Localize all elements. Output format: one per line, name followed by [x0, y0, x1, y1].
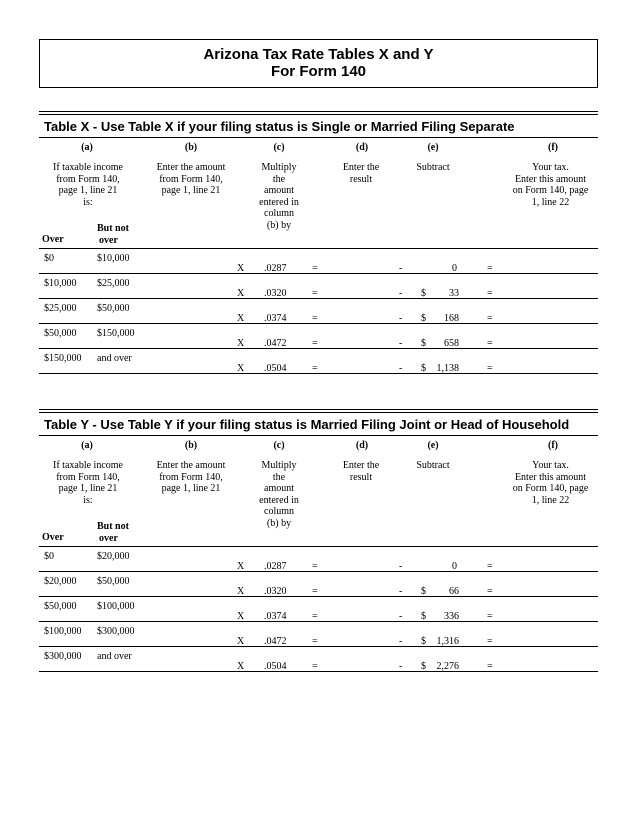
column-letter-f: (f)	[548, 440, 558, 451]
equals-sign: =	[487, 561, 493, 572]
description-line: Enter the amount	[156, 162, 226, 173]
over-amount: $0	[44, 551, 54, 562]
description-line: result	[349, 471, 373, 483]
description-line: column	[264, 208, 294, 219]
description-line: entered in	[259, 494, 299, 506]
header-over: Over	[42, 532, 64, 543]
header-line: over	[99, 234, 118, 246]
but-not-over-amount: $20,000	[97, 551, 130, 562]
description-line: amount	[264, 185, 294, 196]
multiply-sign: X	[237, 338, 245, 349]
description-e	[408, 162, 458, 174]
column-letter-f: (f)	[548, 142, 558, 153]
equals-sign: =	[312, 263, 318, 274]
dollar-sign: $	[421, 661, 426, 672]
table-y	[39, 409, 598, 672]
description-line: 1, line 22	[531, 196, 570, 208]
description-a	[41, 162, 135, 208]
over-amount: $20,000	[44, 576, 77, 587]
tax-rate: .0320	[264, 288, 287, 299]
over-amount: $150,000	[44, 353, 82, 364]
column-letter-a: (a)	[81, 440, 93, 451]
description-line: Enter this amount	[514, 471, 587, 483]
description-line: amount	[264, 483, 294, 494]
description-b	[145, 460, 237, 495]
header-line: over	[99, 532, 118, 544]
but-not-over-amount: $25,000	[97, 278, 130, 289]
column-letter-a: (a)	[81, 142, 93, 153]
description-line: from Form 140,	[159, 173, 223, 185]
description-e	[408, 460, 458, 472]
document-subtitle: For Form 140	[270, 63, 367, 80]
equals-sign: =	[312, 363, 318, 374]
header-line: But not	[97, 521, 129, 532]
over-amount: $10,000	[44, 278, 77, 289]
multiply-sign: X	[237, 363, 245, 374]
table-row	[39, 248, 598, 273]
equals-sign: =	[487, 586, 493, 597]
tax-rate: .0374	[264, 313, 287, 324]
minus-sign: -	[399, 561, 403, 572]
tax-rate: .0472	[264, 636, 287, 647]
description-line: Subtract	[416, 162, 450, 173]
column-letter-c: (c)	[273, 142, 285, 153]
description-line: is:	[83, 196, 93, 208]
table-title: Table Y - Use Table Y if your filing status is Married Filing Joint or Head of Household	[44, 417, 570, 432]
table-row	[39, 298, 598, 323]
tax-rate: .0320	[264, 586, 287, 597]
over-amount: $50,000	[44, 328, 77, 339]
table-row	[39, 323, 598, 348]
description-d	[321, 460, 401, 483]
equals-sign: =	[312, 636, 318, 647]
dollar-sign: $	[421, 313, 426, 324]
tax-rate: .0374	[264, 611, 287, 622]
description-c	[249, 460, 309, 529]
subtract-amount: 168	[444, 313, 459, 324]
multiply-sign: X	[237, 586, 245, 597]
description-line: Your tax.	[532, 162, 569, 173]
table-row	[39, 571, 598, 596]
header-line: But not	[97, 223, 129, 234]
column-letters	[39, 436, 598, 454]
description-line: Enter the amount	[156, 460, 226, 471]
column-letter-b: (b)	[184, 440, 198, 451]
document-title-box	[39, 39, 598, 88]
header-but-not-over	[97, 521, 129, 544]
multiply-sign: X	[237, 636, 245, 647]
over-amount: $100,000	[44, 626, 82, 637]
tax-rate: .0472	[264, 338, 287, 349]
equals-sign: =	[312, 586, 318, 597]
dollar-sign: $	[421, 288, 426, 299]
description-line: the	[272, 173, 286, 185]
equals-sign: =	[487, 313, 493, 324]
equals-sign: =	[487, 611, 493, 622]
minus-sign: -	[399, 611, 403, 622]
minus-sign: -	[399, 661, 403, 672]
but-not-over-amount: $300,000	[97, 626, 135, 637]
column-descriptions	[39, 454, 598, 546]
description-line: column	[264, 506, 294, 517]
table-row	[39, 621, 598, 646]
document-title: Arizona Tax Rate Tables X and Y	[203, 46, 434, 63]
tax-rate: .0287	[264, 561, 287, 572]
subtract-amount: 1,316	[436, 636, 459, 647]
dollar-sign: $	[421, 586, 426, 597]
description-line: Enter the	[342, 162, 380, 173]
description-line: Subtract	[416, 460, 450, 471]
minus-sign: -	[399, 636, 403, 647]
description-line: entered in	[259, 196, 299, 208]
dollar-sign: $	[421, 636, 426, 647]
but-not-over-amount: and over	[97, 353, 132, 364]
table-row	[39, 273, 598, 298]
equals-sign: =	[487, 661, 493, 672]
column-letter-c: (c)	[273, 440, 285, 451]
equals-sign: =	[487, 363, 493, 374]
minus-sign: -	[399, 338, 403, 349]
tax-rate: .0287	[264, 263, 287, 274]
description-line: on Form 140, page	[512, 185, 589, 196]
description-b	[145, 162, 237, 197]
equals-sign: =	[487, 636, 493, 647]
equals-sign: =	[487, 263, 493, 274]
column-letter-b: (b)	[184, 142, 198, 153]
equals-sign: =	[312, 661, 318, 672]
description-line: result	[349, 173, 373, 185]
minus-sign: -	[399, 313, 403, 324]
but-not-over-amount: $10,000	[97, 253, 130, 264]
multiply-sign: X	[237, 661, 245, 672]
equals-sign: =	[312, 611, 318, 622]
but-not-over-amount: $100,000	[97, 601, 135, 612]
subtract-amount: 0	[452, 263, 457, 274]
equals-sign: =	[312, 313, 318, 324]
but-not-over-amount: and over	[97, 651, 132, 662]
minus-sign: -	[399, 288, 403, 299]
subtract-amount: 66	[449, 586, 459, 597]
description-line: is:	[83, 494, 93, 506]
but-not-over-amount: $150,000	[97, 328, 135, 339]
description-c	[249, 162, 309, 231]
description-line: page 1, line 21	[58, 185, 118, 196]
description-line: (b) by	[266, 517, 292, 529]
table-row	[39, 546, 598, 571]
equals-sign: =	[487, 288, 493, 299]
column-letter-d: (d)	[355, 142, 369, 153]
description-line: (b) by	[266, 219, 292, 231]
table-x	[39, 111, 598, 374]
over-amount: $300,000	[44, 651, 82, 662]
dollar-sign: $	[421, 338, 426, 349]
description-line: page 1, line 21	[161, 185, 221, 196]
table-row	[39, 596, 598, 621]
column-letter-e: (e)	[427, 142, 439, 153]
description-line: If taxable income	[53, 162, 123, 173]
description-line: from Form 140,	[56, 471, 120, 483]
header-over: Over	[42, 234, 64, 245]
description-f	[503, 162, 598, 208]
subtract-amount: 1,138	[436, 363, 459, 374]
multiply-sign: X	[237, 561, 245, 572]
description-line: page 1, line 21	[161, 483, 221, 494]
multiply-sign: X	[237, 611, 245, 622]
subtract-amount: 0	[452, 561, 457, 572]
table-row	[39, 348, 598, 374]
equals-sign: =	[312, 338, 318, 349]
tax-rate: .0504	[264, 363, 287, 374]
equals-sign: =	[487, 338, 493, 349]
description-line: 1, line 22	[531, 494, 570, 506]
description-line: page 1, line 21	[58, 483, 118, 494]
subtract-amount: 658	[444, 338, 459, 349]
multiply-sign: X	[237, 313, 245, 324]
subtract-amount: 2,276	[436, 661, 459, 672]
description-line: from Form 140,	[159, 471, 223, 483]
minus-sign: -	[399, 363, 403, 374]
minus-sign: -	[399, 263, 403, 274]
equals-sign: =	[312, 288, 318, 299]
column-letter-d: (d)	[355, 440, 369, 451]
description-line: Your tax.	[532, 460, 569, 471]
tax-rate: .0504	[264, 661, 287, 672]
description-line: from Form 140,	[56, 173, 120, 185]
but-not-over-amount: $50,000	[97, 576, 130, 587]
description-line: Enter the	[342, 460, 380, 471]
multiply-sign: X	[237, 263, 245, 274]
over-amount: $0	[44, 253, 54, 264]
description-line: on Form 140, page	[512, 483, 589, 494]
description-line: the	[272, 471, 286, 483]
equals-sign: =	[312, 561, 318, 572]
over-amount: $50,000	[44, 601, 77, 612]
but-not-over-amount: $50,000	[97, 303, 130, 314]
table-row	[39, 646, 598, 672]
column-letter-e: (e)	[427, 440, 439, 451]
multiply-sign: X	[237, 288, 245, 299]
description-line: Multiply	[261, 460, 297, 471]
dollar-sign: $	[421, 611, 426, 622]
dollar-sign: $	[421, 363, 426, 374]
minus-sign: -	[399, 586, 403, 597]
description-line: Multiply	[261, 162, 297, 173]
description-d	[321, 162, 401, 185]
description-f	[503, 460, 598, 506]
column-descriptions	[39, 156, 598, 248]
description-line: If taxable income	[53, 460, 123, 471]
subtract-amount: 336	[444, 611, 459, 622]
description-a	[41, 460, 135, 506]
over-amount: $25,000	[44, 303, 77, 314]
description-line: Enter this amount	[514, 173, 587, 185]
header-but-not-over	[97, 223, 129, 246]
table-title: Table X - Use Table X if your filing status is Single or Married Filing Separate	[44, 119, 515, 134]
subtract-amount: 33	[449, 288, 459, 299]
column-letters	[39, 138, 598, 156]
